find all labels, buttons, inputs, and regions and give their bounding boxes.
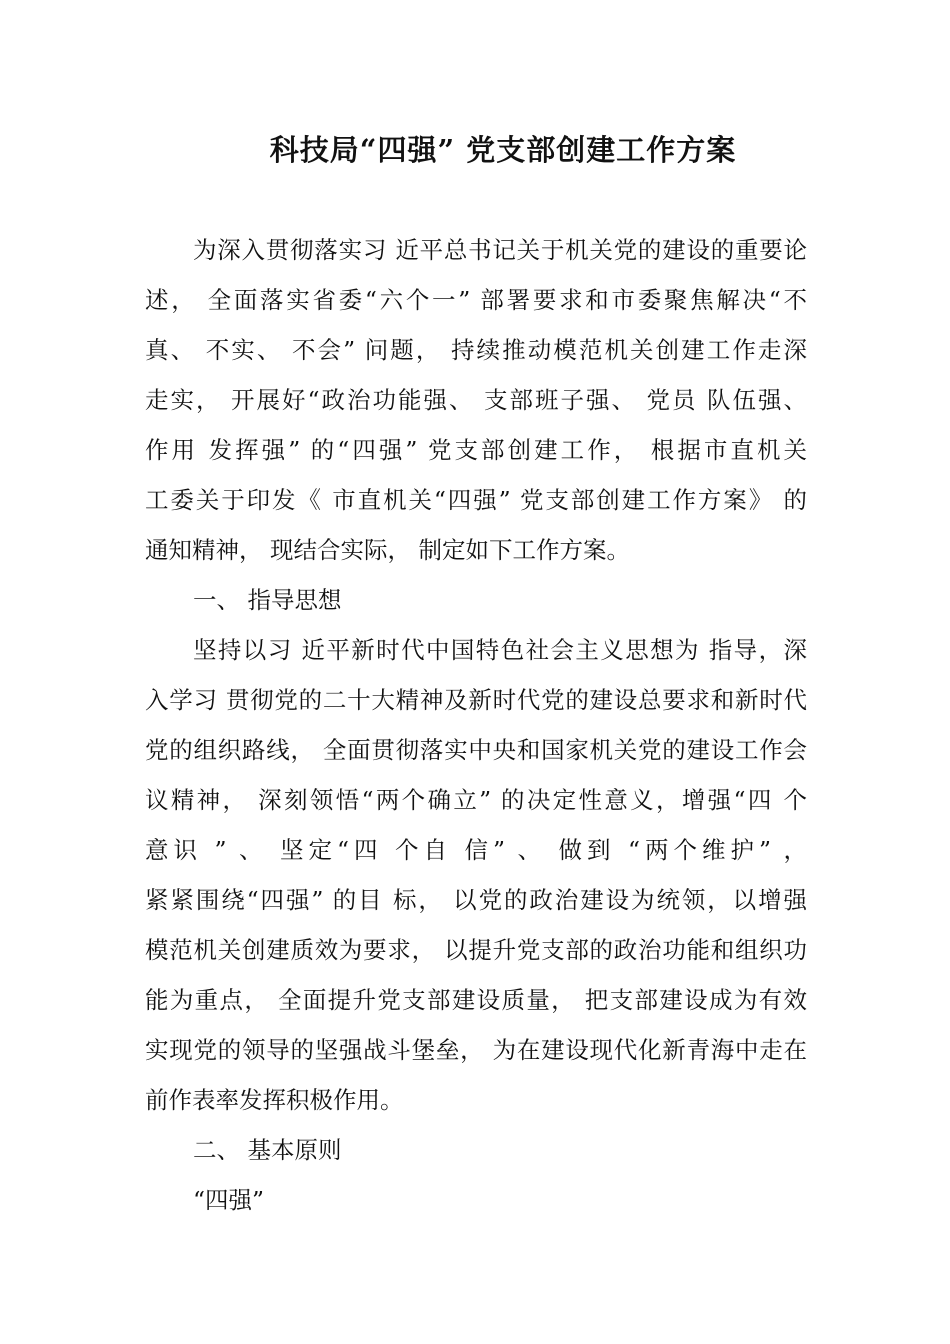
body-line-7: 通知精神， 现结合实际， 制定如下工作方案。 [145,536,630,564]
body-line-10: 党的组织路线， 全面贯彻落实中央和国家机关党的建设工作会 [145,736,807,764]
body-line-4: 走实， 开展好“政治功能强、 支部班子强、 党员 队伍强、 [145,386,807,414]
section-heading-2: 二、 基本原则 [193,1136,342,1164]
body-line-5: 作用 发挥强” 的“四强” 党支部创建工作， 根据市直机关 [145,436,807,464]
body-line-18: “四强” [193,1186,265,1214]
body-line-14: 模范机关创建质效为要求， 以提升党支部的政治功能和组织功 [145,936,807,964]
body-line-3: 真、 不实、 不会” 问题， 持续推动模范机关创建工作走深 [145,336,807,364]
document-title: 科技局“四强” 党支部创建工作方案 [269,133,737,167]
body-line-16: 实现党的领导的坚强战斗堡垒， 为在建设现代化新青海中走在 [145,1036,807,1064]
body-line-13: 紧紧围绕“四强” 的目 标， 以党的政治建设为统领，以增强 [145,886,807,914]
body-line-9: 入学习 贯彻党的二十大精神及新时代党的建设总要求和新时代 [145,686,807,714]
body-line-11: 议精神， 深刻领悟“两个确立” 的决定性意义，增强“四 个 [145,786,807,814]
body-line-2: 述， 全面落实省委“六个一” 部署要求和市委聚焦解决“不 [145,286,807,314]
body-line-17: 前作表率发挥积极作用。 [145,1086,404,1114]
body-line-6: 工委关于印发《 市直机关“四强” 党支部创建工作方案》 的 [145,486,807,514]
body-line-8: 坚持以习 近平新时代中国特色社会主义思想为 指导，深 [193,636,807,664]
body-line-15: 能为重点， 全面提升党支部建设质量， 把支部建设成为有效 [145,986,807,1014]
body-line-12: 意识 ” 、 坚定“四 个自 信” 、 做到 “两个维护” ， [145,836,807,864]
section-heading-1: 一、 指导思想 [193,586,342,614]
body-line-1: 为深入贯彻落实习 近平总书记关于机关党的建设的重要论 [193,236,807,264]
